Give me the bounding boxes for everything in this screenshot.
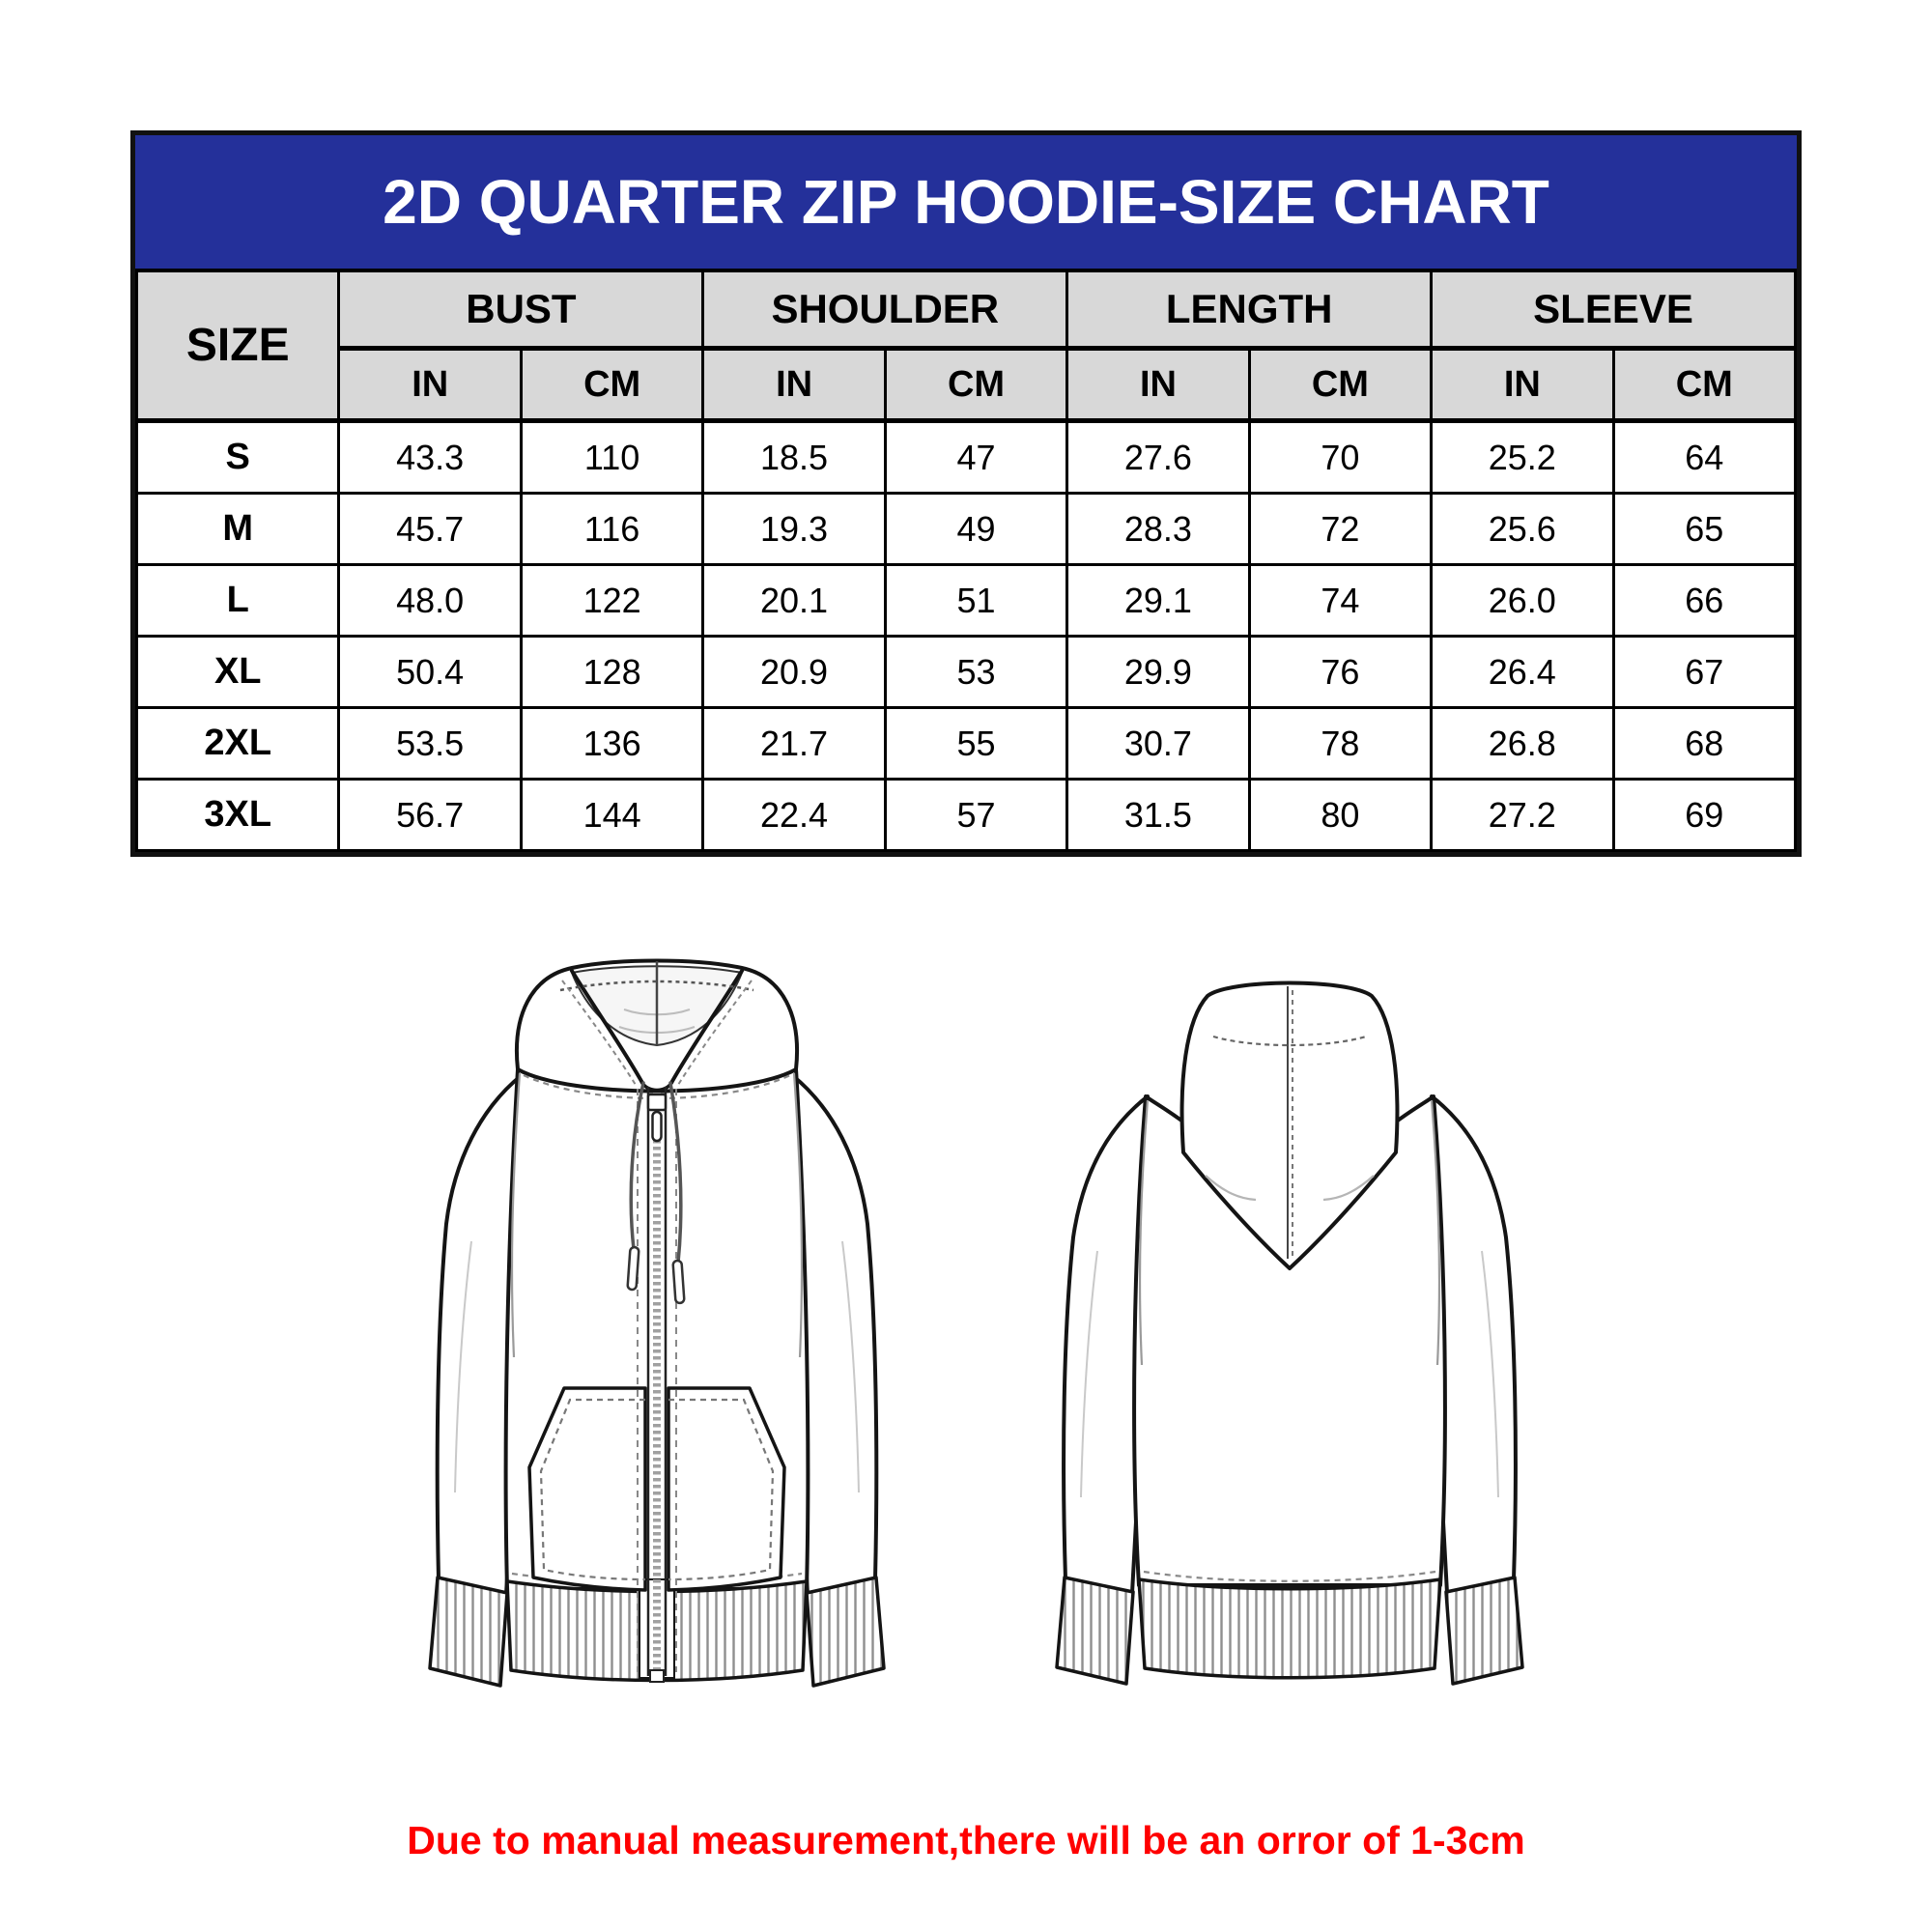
measurement-cell: 67 (1613, 637, 1795, 708)
measurement-cell: 20.1 (703, 565, 885, 637)
bust-column-header: BUST (339, 270, 703, 349)
measurement-cell: 26.4 (1432, 637, 1613, 708)
measurement-cell: 56.7 (339, 780, 521, 851)
table-row (137, 780, 1796, 851)
front-right-cuff (807, 1577, 884, 1686)
size-label: 2XL (137, 708, 339, 780)
measurement-cell: 30.7 (1067, 708, 1249, 780)
back-left-cuff (1057, 1577, 1133, 1684)
table-row (137, 637, 1796, 708)
measurement-cell: 64 (1613, 421, 1795, 494)
measurement-cell: 74 (1249, 565, 1431, 637)
table-row (137, 708, 1796, 780)
unit-header: IN (1067, 349, 1249, 421)
measurement-cell: 76 (1249, 637, 1431, 708)
sleeve-column-header: SLEEVE (1432, 270, 1796, 349)
measurement-cell: 57 (885, 780, 1066, 851)
measurement-cell: 136 (521, 708, 702, 780)
size-column-header: SIZE (137, 270, 339, 421)
size-table-body (137, 421, 1796, 851)
hoodie-front-technical-drawing (425, 952, 889, 1705)
size-label: M (137, 494, 339, 565)
measurement-cell: 53.5 (339, 708, 521, 780)
measurement-cell: 70 (1249, 421, 1431, 494)
table-row (137, 421, 1796, 494)
back-hem-band (1139, 1579, 1440, 1678)
measurement-cell: 21.7 (703, 708, 885, 780)
measurement-cell: 48.0 (339, 565, 521, 637)
measurement-cell: 78 (1249, 708, 1431, 780)
chart-title: 2D QUARTER ZIP HOODIE-SIZE CHART (383, 167, 1549, 237)
measurement-cell: 29.1 (1067, 565, 1249, 637)
back-right-cuff (1446, 1577, 1522, 1684)
measurement-cell: 27.6 (1067, 421, 1249, 494)
measurement-cell: 47 (885, 421, 1066, 494)
measurement-cell: 116 (521, 494, 702, 565)
measurement-cell: 53 (885, 637, 1066, 708)
length-column-header: LENGTH (1067, 270, 1432, 349)
measurement-cell: 19.3 (703, 494, 885, 565)
measurement-cell: 27.2 (1432, 780, 1613, 851)
measurement-cell: 25.2 (1432, 421, 1613, 494)
table-row (137, 494, 1796, 565)
measurement-cell: 144 (521, 780, 702, 851)
hoodie-back-technical-drawing (1043, 952, 1536, 1705)
unit-header: CM (1613, 349, 1795, 421)
unit-header: IN (1432, 349, 1613, 421)
measurement-cell: 66 (1613, 565, 1795, 637)
measurement-cell: 31.5 (1067, 780, 1249, 851)
measurement-cell: 128 (521, 637, 702, 708)
unit-header-row (137, 349, 1796, 421)
unit-header: IN (703, 349, 885, 421)
measurement-note: Due to manual measurement,there will be an orror of 1-3cm (407, 1818, 1525, 1862)
measurement-cell: 22.4 (703, 780, 885, 851)
zipper-pull (653, 1112, 662, 1141)
measurement-cell: 29.9 (1067, 637, 1249, 708)
size-label: 3XL (137, 780, 339, 851)
measurement-cell: 51 (885, 565, 1066, 637)
unit-header: CM (1249, 349, 1431, 421)
group-header-row (137, 270, 1796, 349)
zipper-slider (648, 1094, 666, 1110)
chart-title-banner (135, 135, 1797, 269)
size-label: S (137, 421, 339, 494)
measurement-cell: 26.8 (1432, 708, 1613, 780)
shoulder-column-header: SHOULDER (703, 270, 1067, 349)
measurement-cell: 25.6 (1432, 494, 1613, 565)
front-left-cuff (430, 1577, 507, 1686)
table-row (137, 565, 1796, 637)
measurement-cell: 43.3 (339, 421, 521, 494)
measurement-cell: 65 (1613, 494, 1795, 565)
size-label: L (137, 565, 339, 637)
unit-header: IN (339, 349, 521, 421)
measurement-cell: 110 (521, 421, 702, 494)
measurement-cell: 26.0 (1432, 565, 1613, 637)
measurement-cell: 28.3 (1067, 494, 1249, 565)
measurement-cell: 80 (1249, 780, 1431, 851)
measurement-cell: 55 (885, 708, 1066, 780)
unit-header: CM (521, 349, 702, 421)
measurement-cell: 49 (885, 494, 1066, 565)
unit-header: CM (885, 349, 1066, 421)
measurement-cell: 20.9 (703, 637, 885, 708)
size-label: XL (137, 637, 339, 708)
size-chart (130, 130, 1802, 857)
measurement-cell: 50.4 (339, 637, 521, 708)
measurement-cell: 45.7 (339, 494, 521, 565)
size-table (135, 269, 1797, 852)
measurement-cell: 69 (1613, 780, 1795, 851)
measurement-cell: 18.5 (703, 421, 885, 494)
measurement-cell: 68 (1613, 708, 1795, 780)
measurement-cell: 72 (1249, 494, 1431, 565)
measurement-cell: 122 (521, 565, 702, 637)
